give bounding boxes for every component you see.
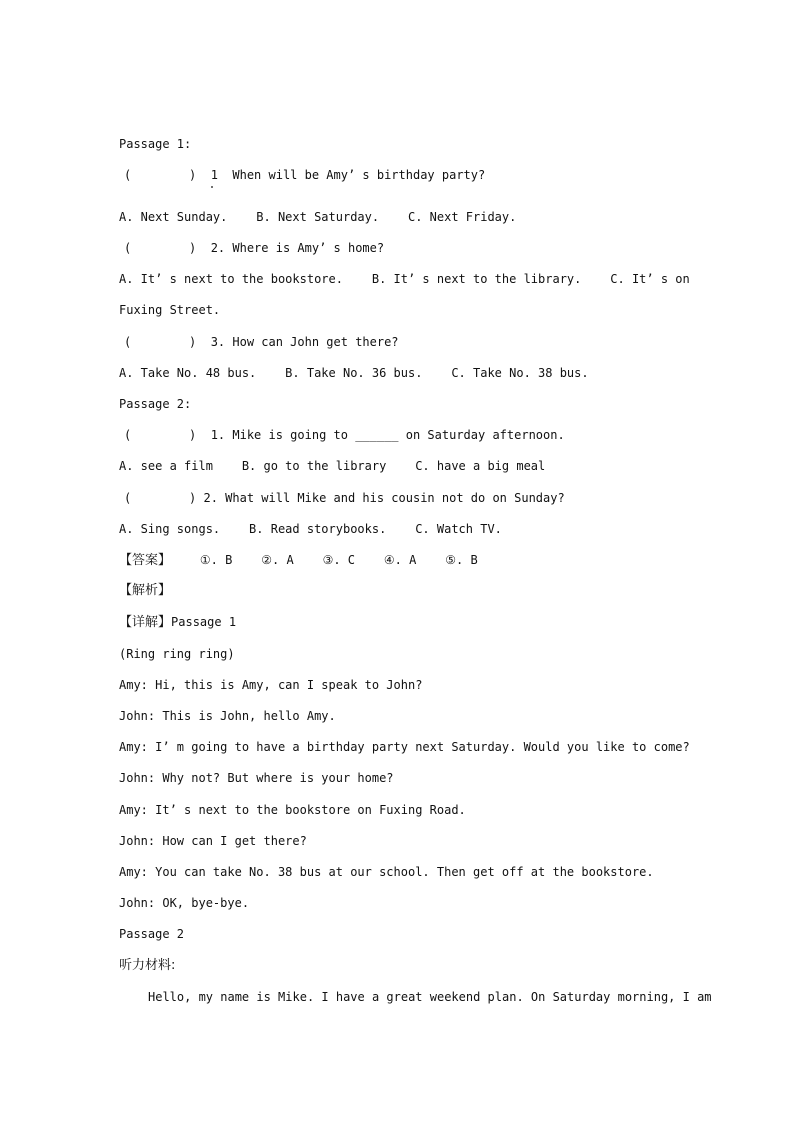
script-line: Amy: Hi, this is Amy, can I speak to John? — [119, 678, 423, 692]
passage1-question-2-options-line1: A. It’ s next to the bookstore. B. It’ s next to the library. C. It’ s on — [119, 272, 690, 286]
stray-dot — [211, 186, 213, 188]
script-line: Amy: You can take No. 38 bus at our school. Then get off at the bookstore. — [119, 865, 654, 879]
listening-label: 听力材料: — [119, 958, 176, 973]
passage1-title: Passage 1: — [119, 137, 192, 151]
script-line: John: How can I get there? — [119, 834, 307, 848]
detail-passage2-title: Passage 2 — [119, 927, 185, 941]
passage1-question-1-options: A. Next Sunday. B. Next Saturday. C. Next Friday. — [119, 210, 517, 224]
script-line: (Ring ring ring) — [119, 647, 235, 661]
passage1-question-2: ( ) 2. Where is Amy’ s home? — [124, 241, 385, 255]
passage1-question-3-options: A. Take No. 48 bus. B. Take No. 36 bus. C. Take No. 38 bus. — [119, 366, 589, 380]
passage1-question-2-options-line2: Fuxing Street. — [119, 303, 221, 317]
passage2-question-1: ( ) 1. Mike is going to ______ on Saturday afternoon. — [124, 428, 565, 442]
script-line: Amy: It’ s next to the bookstore on Fuxing Road. — [119, 803, 466, 817]
passage2-title: Passage 2: — [119, 397, 192, 411]
passage2-question-2: ( ) 2. What will Mike and his cousin not do on Sunday? — [124, 491, 565, 505]
detail-label: 【详解】 — [119, 615, 172, 630]
passage2-question-2-options: A. Sing songs. B. Read storybooks. C. Watch TV. — [119, 522, 502, 536]
passage2-question-1-options: A. see a film B. go to the library C. have a big meal — [119, 459, 546, 473]
listening-text: Hello, my name is Mike. I have a great weekend plan. On Saturday morning, I am — [148, 990, 712, 1004]
answer-values: ①. B ②. A ③. C ④. A ⑤. B — [171, 553, 478, 567]
answer-line — [119, 552, 478, 569]
script-line: John: This is John, hello Amy. — [119, 709, 336, 723]
analysis-label: 【解析】 — [119, 583, 172, 598]
detail-line — [119, 614, 236, 631]
passage1-question-1: ( ) 1 When will be Amy’ s birthday party? — [124, 168, 486, 182]
script-line: Amy: I’ m going to have a birthday party next Saturday. Would you like to come? — [119, 740, 690, 754]
passage1-question-3: ( ) 3. How can John get there? — [124, 335, 399, 349]
answer-label: 【答案】 — [119, 553, 172, 568]
script-line: John: OK, bye-bye. — [119, 896, 250, 910]
detail-passage1-title: Passage 1 — [171, 615, 237, 629]
script-line: John: Why not? But where is your home? — [119, 771, 394, 785]
